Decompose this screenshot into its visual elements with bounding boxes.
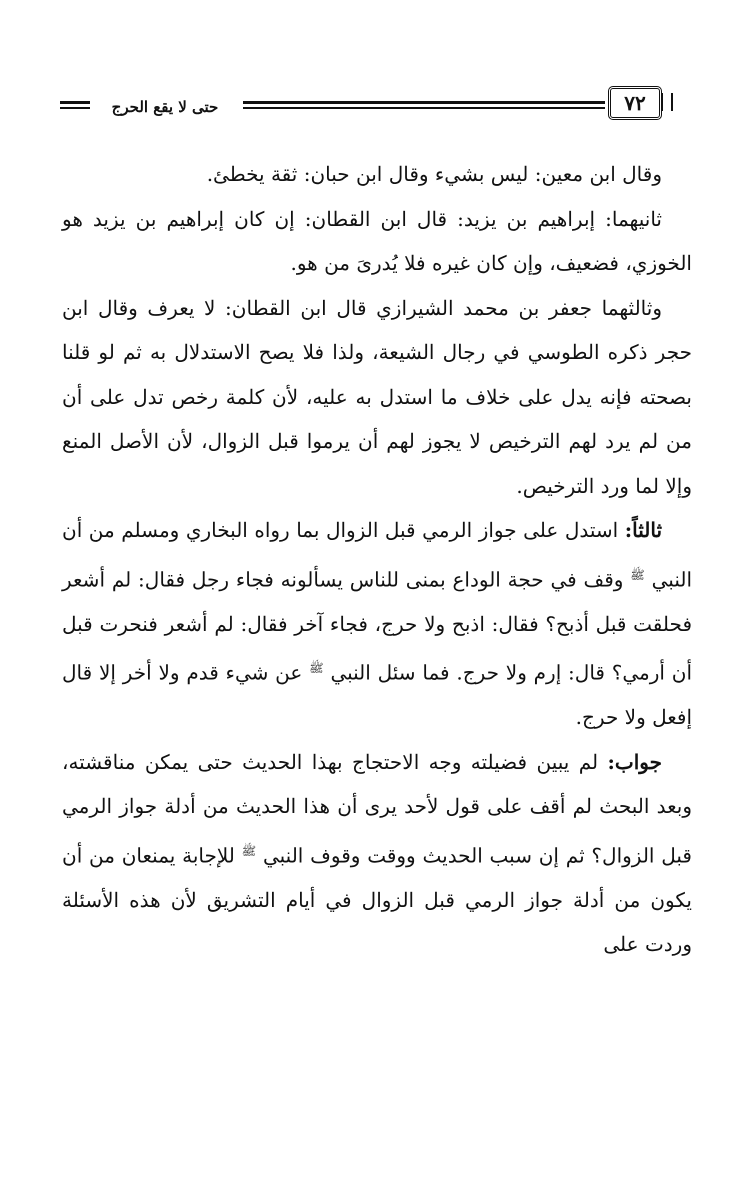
page-number: ٧٢ — [608, 86, 662, 120]
paragraph-5-lead: جواب: — [607, 749, 662, 774]
paragraph-4-text: استدل على جواز الرمي قبل الزوال بما رواه البخاري ومسلم من أن النبي — [62, 518, 692, 592]
paragraph-4 — [62, 508, 692, 740]
paragraph-3-text: وثالثهما جعفر بن محمد الشيرازي قال ابن القطان: لا يعرف وقال ابن حجر ذكره الطوسي في رجال الشيعة، ولذا فلا يصح الاستدلال به ثم لو قلنا بصحته فإنه يدل على خلاف ما استدل به عليه، لأن كلمة رخص تدل على أن من لم يرد لهم الترخيص لا يجوز لهم أن يرموا قبل الزوال، لأن الأصل المنع وإلا لما ورد الترخيص. — [62, 295, 692, 498]
header-rule-main-bottom — [243, 107, 605, 109]
paragraph-2-text: ثانيهما: إبراهيم بن يزيد: قال ابن القطان: إن كان إبراهيم بن يزيد هو الخوزي، فضعيف، وإن كان غيره فلا يُدرىَ من هو. — [62, 206, 692, 275]
body-text — [62, 152, 692, 967]
paragraph-3 — [62, 286, 692, 509]
paragraph-1-text: وقال ابن معين: ليس بشيء وقال ابن حبان: ثقة يخطئ. — [206, 162, 662, 186]
honorific-mark: ﷺ — [309, 661, 324, 676]
honorific-mark: ﷺ — [630, 567, 645, 582]
paragraph-2 — [62, 197, 692, 286]
header-rule-left-bottom — [60, 107, 90, 109]
header-rule-left-top — [60, 101, 90, 104]
page-header — [0, 80, 750, 130]
paragraph-1 — [62, 152, 692, 197]
paragraph-4-lead: ثالثاً: — [624, 518, 663, 542]
running-title: حتى لا يقع الحرج — [111, 98, 219, 116]
paragraph-5 — [62, 740, 692, 967]
honorific-mark: ﷺ — [241, 843, 257, 858]
paragraph-5-text-cont: للإجابة يمنعان من أن يكون من أدلة جواز الرمي قبل الزوال في أيام التشريق لأن هذه الأسئلة وردت على — [62, 843, 692, 957]
header-rule-main-top — [243, 101, 605, 104]
paragraph-4-text-cont: وقف في حجة الوداع بمنى للناس يسألونه فجاء رجل فقال: لم أشعر فحلقت قبل أذبح؟ فقال: اذبح ولا حرج، فجاء آخر فقال: لم أشعر فنحرت قبل أن أرمي؟ قال: إرم ولا حرج. فما سئل النبي — [62, 567, 693, 685]
paragraph-5-text: لم يبين فضيلته وجه الاحتجاج بهذا الحديث حتى يمكن مناقشته، وبعد البحث لم أقف على قول لأحد يرى أن هذا الحديث من أدلة جواز الرمي قبل الزوال؟ ثم إن سبب الحديث ووقت وقوف النبي — [62, 749, 692, 868]
paragraph-4-text-end: عن شيء قدم ولا أخر إلا قال إفعل ولا حرج. — [62, 660, 692, 730]
